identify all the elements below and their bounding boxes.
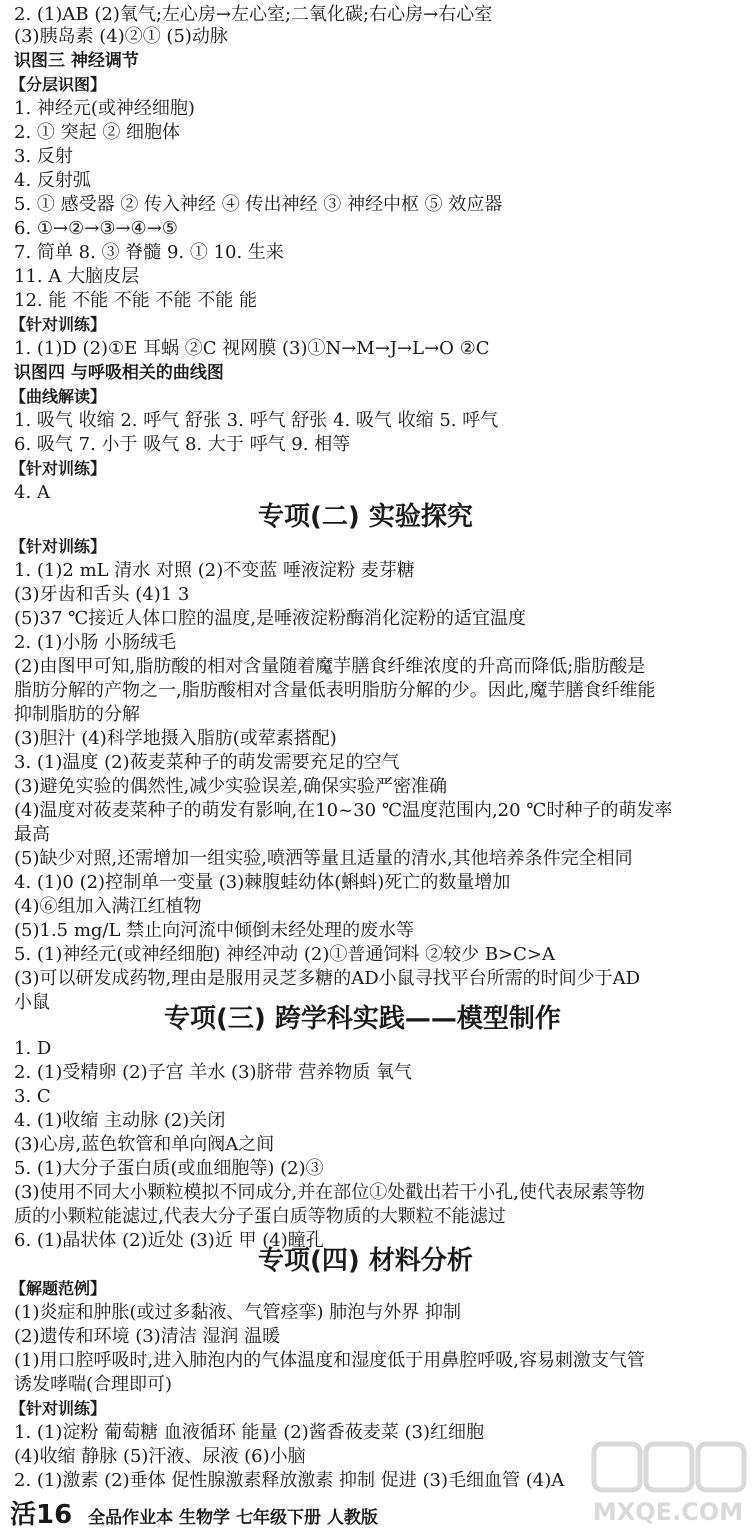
answer-line: 最高 bbox=[14, 824, 50, 845]
answer-line: 6. ①→②→③→④→⑤ bbox=[14, 218, 178, 239]
bracket-heading: 【针对训练】 bbox=[10, 315, 107, 334]
answer-line: (1)炎症和肿胀(或过多黏液、气管痉挛) 肺泡与外界 抑制 bbox=[14, 1302, 461, 1323]
answer-line: (4)温度对莜麦菜种子的萌发有影响,在10~30 ℃温度范围内,20 ℃时种子的萌发率 bbox=[14, 800, 673, 821]
answer-line: 1. D bbox=[14, 1038, 52, 1059]
subsection-heading: 识图四 与呼吸相关的曲线图 bbox=[14, 363, 224, 383]
answer-line: 1. (1)2 mL 清水 对照 (2)不变蓝 唾液淀粉 麦芽糖 bbox=[14, 560, 415, 581]
answer-line: (3)牙齿和舌头 (4)1 3 bbox=[14, 584, 190, 605]
answer-line: (4)⑥组加入满江红植物 bbox=[14, 896, 202, 917]
bracket-heading: 【针对训练】 bbox=[10, 459, 107, 478]
answer-line: 1. 神经元(或神经细胞) bbox=[14, 98, 195, 119]
answer-line: 7. 简单 8. ③ 脊髓 9. ① 10. 生来 bbox=[14, 242, 284, 263]
answer-line: 6. 吸气 7. 小于 吸气 8. 大于 呼气 9. 相等 bbox=[14, 434, 351, 455]
answer-line: 5. (1)大分子蛋白质(或血细胞等) (2)③ bbox=[14, 1158, 324, 1179]
bracket-heading: 【针对训练】 bbox=[10, 1399, 107, 1418]
answer-line: (4)收缩 静脉 (5)汗液、尿液 (6)小脑 bbox=[14, 1446, 306, 1467]
answer-line: 3. 反射 bbox=[14, 146, 73, 167]
page-footer bbox=[10, 1498, 750, 1532]
answer-line: 2. (1)AB (2)氧气;左心房→左心室;二氧化碳;右心房→右心室 bbox=[14, 4, 493, 25]
answer-line: (3)使用不同大小颗粒模拟不同成分,并在部位①处戳出若干小孔,使代表尿素等物 bbox=[14, 1182, 645, 1203]
answer-line: 小鼠 bbox=[14, 992, 50, 1013]
footer-title: 全品作业本 生物学 七年级下册 人教版 bbox=[88, 1508, 378, 1528]
answer-line: (3)可以研发成药物,理由是服用灵芝多糖的AD小鼠寻找平台所需的时间少于AD bbox=[14, 968, 641, 989]
watermark-text: MXQE.COM bbox=[592, 1498, 744, 1526]
answer-line: (2)遗传和环境 (3)清洁 湿润 温暖 bbox=[14, 1326, 281, 1347]
section-title: 专项(三) 跨学科实践——模型制作 bbox=[164, 1004, 561, 1034]
answer-line: 5. (1)神经元(或神经细胞) 神经冲动 (2)①普通饲料 ②较少 B>C>A bbox=[14, 944, 555, 965]
answer-line: (5)缺少对照,还需增加一组实验,喷洒等量且适量的清水,其他培养条件完全相同 bbox=[14, 848, 633, 869]
bracket-heading: 【解题范例】 bbox=[10, 1279, 107, 1298]
answer-line: 诱发哮喘(合理即可) bbox=[14, 1374, 173, 1395]
bracket-heading: 【针对训练】 bbox=[10, 537, 107, 556]
answer-line: 5. ① 感受器 ② 传入神经 ④ 传出神经 ③ 神经中枢 ⑤ 效应器 bbox=[14, 194, 503, 215]
answer-line: 4. A bbox=[14, 482, 50, 503]
answer-line: 6. (1)晶状体 (2)近处 (3)近 甲 (4)瞳孔 bbox=[14, 1230, 324, 1251]
answer-line: 脂肪分解的产物之一,脂肪酸相对含量低表明脂肪分解的少。因此,魔芋膳食纤维能 bbox=[14, 680, 656, 701]
answer-line: (3)避免实验的偶然性,减少实验误差,确保实验严密准确 bbox=[14, 776, 447, 797]
answer-line: 3. C bbox=[14, 1086, 51, 1107]
page-number: 活16 bbox=[10, 1500, 73, 1530]
answer-line: 1. (1)淀粉 葡萄糖 血液循环 能量 (2)酱香莜麦菜 (3)红细胞 bbox=[14, 1422, 484, 1443]
subsection-heading: 识图三 神经调节 bbox=[14, 51, 139, 71]
answer-line: 1. 吸气 收缩 2. 呼气 舒张 3. 呼气 舒张 4. 吸气 收缩 5. 呼气 bbox=[14, 410, 499, 431]
answer-line: (3)心房,蓝色软管和单向阀A之间 bbox=[14, 1134, 275, 1155]
answer-line: 2. ① 突起 ② 细胞体 bbox=[14, 122, 181, 143]
bracket-heading: 【曲线解读】 bbox=[10, 387, 107, 406]
answer-line: (5)37 ℃接近人体口腔的温度,是唾液淀粉酶消化淀粉的适宜温度 bbox=[14, 608, 526, 629]
answer-line: 11. A 大脑皮层 bbox=[14, 266, 140, 287]
answer-line: 2. (1)受精卵 (2)子宫 羊水 (3)脐带 营养物质 氧气 bbox=[14, 1062, 412, 1083]
answer-line: 1. (1)D (2)①E 耳蜗 ②C 视网膜 (3)①N→M→J→L→O ②C bbox=[14, 338, 490, 359]
answer-line: 抑制脂肪的分解 bbox=[14, 704, 140, 725]
section-title: 专项(二) 实验探究 bbox=[258, 502, 473, 532]
answer-line: 4. 反射弧 bbox=[14, 170, 91, 191]
answer-line: 2. (1)小肠 小肠绒毛 bbox=[14, 632, 177, 653]
answer-line: (3)胰岛素 (4)②① (5)动脉 bbox=[14, 26, 228, 47]
answer-line: 3. (1)温度 (2)莜麦菜种子的萌发需要充足的空气 bbox=[14, 752, 400, 773]
answer-line: 2. (1)激素 (2)垂体 促性腺激素释放激素 抑制 促进 (3)毛细血管 (4)A bbox=[14, 1470, 565, 1491]
answer-line: (1)用口腔呼吸时,进入肺泡内的气体温度和湿度低于用鼻腔呼吸,容易刺激支气管 bbox=[14, 1350, 645, 1371]
section-title: 专项(四) 材料分析 bbox=[258, 1246, 473, 1276]
answer-line: (2)由图甲可知,脂肪酸的相对含量随着魔芋膳食纤维浓度的升高而降低;脂肪酸是 bbox=[14, 656, 646, 677]
answer-line: (5)1.5 mg/L 禁止向河流中倾倒未经处理的废水等 bbox=[14, 920, 415, 941]
answer-line: 12. 能 不能 不能 不能 不能 能 bbox=[14, 290, 257, 311]
answer-line: 4. (1)收缩 主动脉 (2)关闭 bbox=[14, 1110, 226, 1131]
answer-line: (3)胆汁 (4)科学地摄入脂肪(或荤素搭配) bbox=[14, 728, 337, 749]
bracket-heading: 【分层识图】 bbox=[10, 75, 107, 94]
answer-line: 4. (1)0 (2)控制单一变量 (3)棘腹蛙幼体(蝌蚪)死亡的数量增加 bbox=[14, 872, 511, 893]
answer-line: 质的小颗粒能滤过,代表大分子蛋白质等物质的大颗粒不能滤过 bbox=[14, 1206, 506, 1227]
